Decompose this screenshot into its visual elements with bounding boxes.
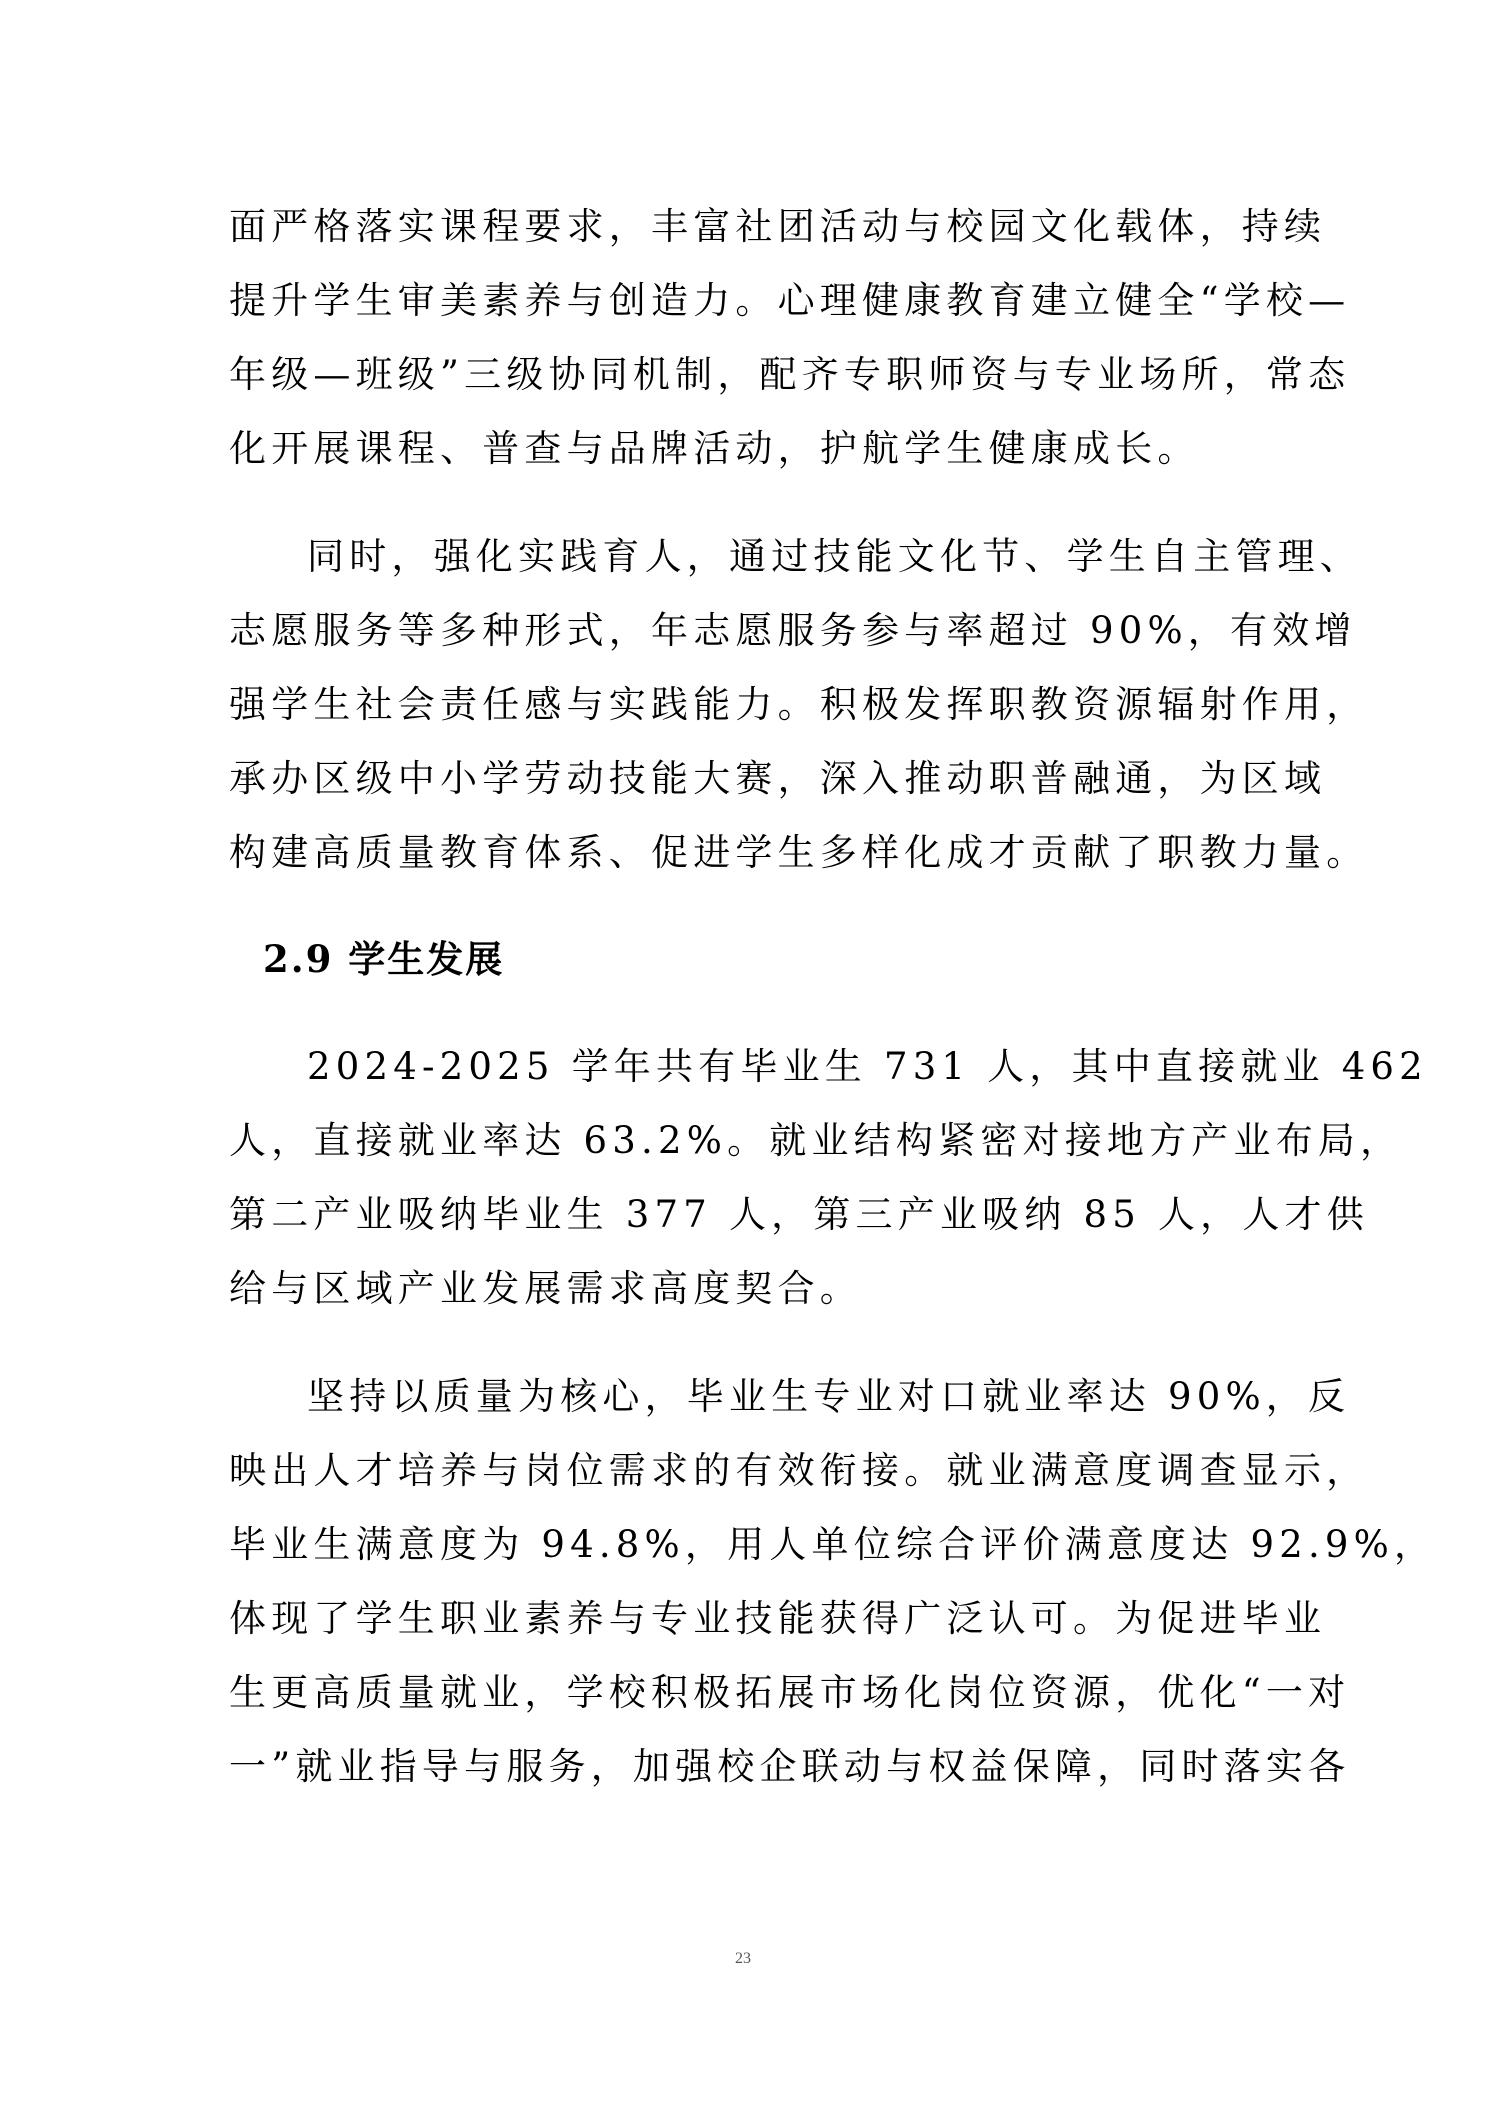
paragraph-4-line-1: 坚持以质量为核心，毕业生专业对口就业率达 90%，反 (307, 1375, 1351, 1418)
page-number: 23 (735, 1950, 751, 1967)
paragraph-1-line-2: 提升学生审美素养与创造力。心理健康教育建立健全“学校— (229, 279, 1351, 322)
paragraph-4-line-2: 映出人才培养与岗位需求的有效衔接。就业满意度调查显示， (229, 1449, 1369, 1492)
paragraph-2-line-5: 构建高质量教育体系、促进学生多样化成才贡献了职教力量。 (229, 831, 1369, 874)
paragraph-3-line-2: 人，直接就业率达 63.2%。就业结构紧密对接地方产业布局， (229, 1119, 1403, 1162)
paragraph-4-line-5: 生更高质量就业，学校积极拓展市场化岗位资源，优化“一对 (229, 1671, 1351, 1714)
paragraph-2-line-4: 承办区级中小学劳动技能大赛，深入推动职普融通，为区域 (229, 757, 1327, 800)
paragraph-3-line-1: 2024-2025 学年共有毕业生 731 人，其中直接就业 462 (307, 1045, 1428, 1088)
paragraph-1-line-4: 化开展课程、普查与品牌活动，护航学生健康成长。 (229, 427, 1200, 470)
paragraph-1-line-3: 年级—班级”三级协同机制，配齐专职师资与专业场所，常态 (229, 353, 1351, 396)
paragraph-4-line-6: 一”就业指导与服务，加强校企联动与权益保障，同时落实各 (229, 1745, 1351, 1788)
paragraph-4-line-4: 体现了学生职业素养与专业技能获得广泛认可。为促进毕业 (229, 1597, 1327, 1640)
paragraph-3-line-4: 给与区域产业发展需求高度契合。 (229, 1267, 862, 1310)
section-heading: 2.9 学生发展 (263, 937, 505, 981)
paragraph-1-line-1: 面严格落实课程要求，丰富社团活动与校园文化载体，持续 (229, 205, 1327, 248)
paragraph-2-line-2: 志愿服务等多种形式，年志愿服务参与率超过 90%，有效增 (229, 609, 1357, 652)
paragraph-3-line-3: 第二产业吸纳毕业生 377 人，第三产业吸纳 85 人，人才供 (229, 1193, 1369, 1236)
paragraph-2-line-1: 同时，强化实践育人，通过技能文化节、学生自主管理、 (307, 535, 1362, 578)
paragraph-2-line-3: 强学生社会责任感与实践能力。积极发挥职教资源辐射作用， (229, 683, 1369, 726)
paragraph-4-line-3: 毕业生满意度为 94.8%，用人单位综合评价满意度达 92.9%， (229, 1523, 1437, 1566)
